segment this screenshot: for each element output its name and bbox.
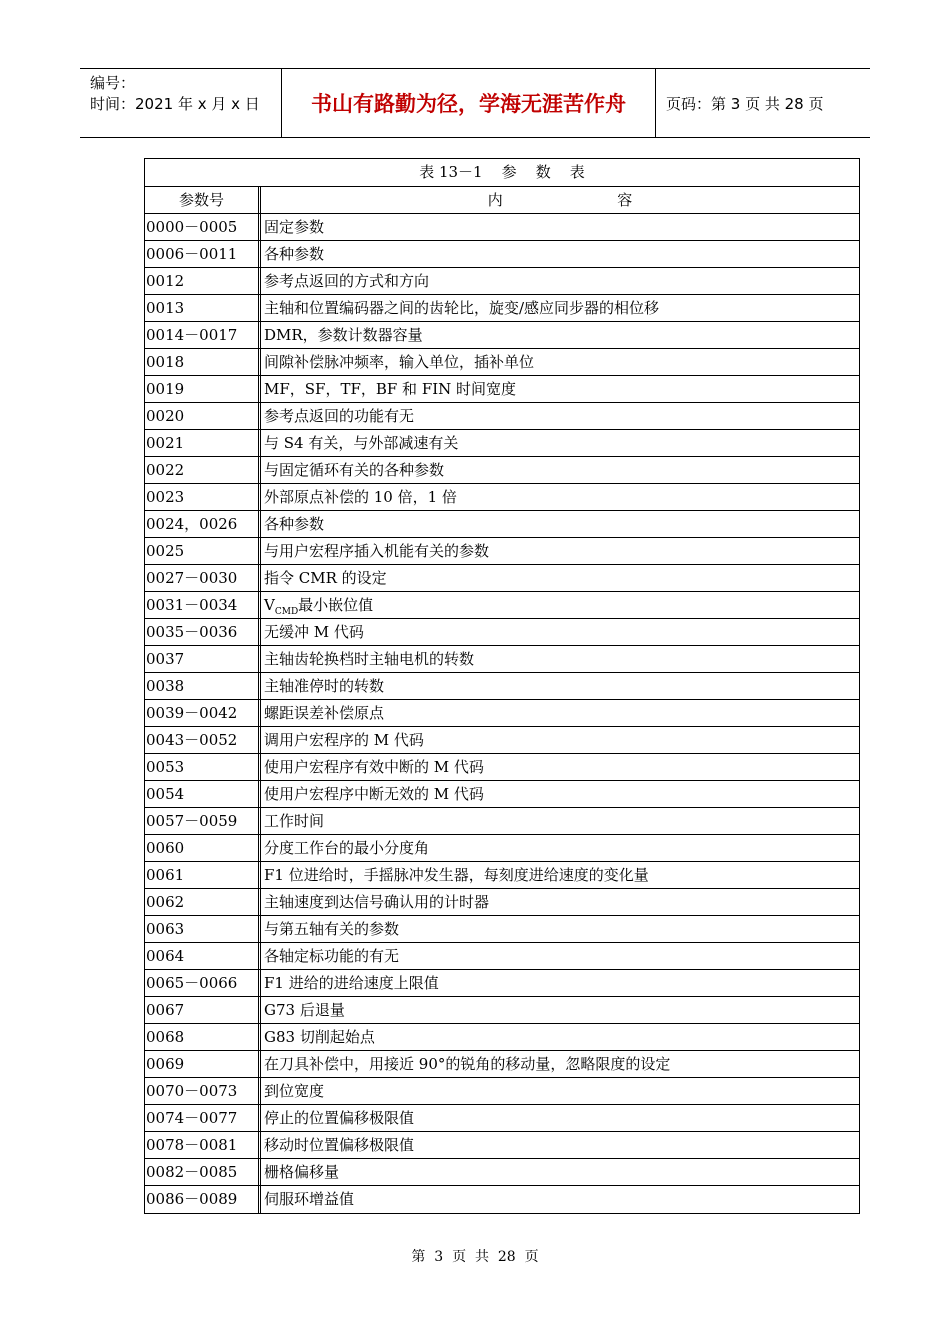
parameter-number: 0000－0005 bbox=[145, 214, 261, 240]
parameter-number: 0067 bbox=[145, 997, 261, 1023]
parameter-number: 0022 bbox=[145, 457, 261, 483]
parameter-content bbox=[261, 592, 859, 618]
parameter-content: 主轴和位置编码器之间的齿轮比，旋变/感应同步器的相位移 bbox=[264, 299, 660, 317]
parameter-number: 0025 bbox=[145, 538, 261, 564]
table-row bbox=[145, 430, 859, 457]
parameter-number: 0019 bbox=[145, 376, 261, 402]
parameter-number: 0060 bbox=[145, 835, 261, 861]
vcmd-symbol: V bbox=[264, 596, 275, 614]
parameter-content: 参考点返回的方式和方向 bbox=[264, 272, 430, 290]
parameter-number: 0023 bbox=[145, 484, 261, 510]
table-row bbox=[145, 889, 859, 916]
parameter-content: G73 后退量 bbox=[264, 1001, 345, 1019]
parameter-number: 0054 bbox=[145, 781, 261, 807]
parameter-content: 与固定循环有关的各种参数 bbox=[264, 461, 445, 479]
table-row bbox=[145, 214, 859, 241]
table-row bbox=[145, 349, 859, 376]
table-row bbox=[145, 997, 859, 1024]
vcmd-subscript: CMD bbox=[274, 607, 299, 617]
parameter-number: 0069 bbox=[145, 1051, 261, 1077]
parameter-number: 0043－0052 bbox=[145, 727, 261, 753]
table-row bbox=[145, 538, 859, 565]
parameter-number: 0074－0077 bbox=[145, 1105, 261, 1131]
parameter-content: 使用户宏程序中断无效的 M 代码 bbox=[264, 785, 484, 803]
table-row bbox=[145, 862, 859, 889]
parameter-content: 移动时位置偏移极限值 bbox=[264, 1136, 415, 1154]
parameter-content: 各种参数 bbox=[264, 245, 325, 263]
parameter-number: 0035－0036 bbox=[145, 619, 261, 645]
parameter-content: F1 位进给时，手摇脉冲发生器，每刻度进给速度的变化量 bbox=[264, 866, 649, 884]
parameter-content: 固定参数 bbox=[264, 218, 325, 236]
parameter-number: 0037 bbox=[145, 646, 261, 672]
parameter-number: 0031－0034 bbox=[145, 592, 261, 618]
parameter-content: DMR，参数计数器容量 bbox=[264, 326, 423, 344]
parameter-content: 停止的位置偏移极限值 bbox=[264, 1109, 415, 1127]
table-row bbox=[145, 673, 859, 700]
parameter-content: 与第五轴有关的参数 bbox=[264, 920, 400, 938]
table-row bbox=[145, 970, 859, 997]
parameter-content: 伺服环增益值 bbox=[264, 1190, 355, 1208]
parameter-content: 主轴齿轮换档时主轴电机的转数 bbox=[264, 650, 475, 668]
parameter-content: 到位宽度 bbox=[264, 1082, 325, 1100]
column-header-content: 内 容 bbox=[487, 191, 633, 209]
parameter-number: 0038 bbox=[145, 673, 261, 699]
table-row bbox=[145, 592, 859, 619]
parameter-content: 与 S4 有关，与外部减速有关 bbox=[264, 434, 459, 452]
parameter-number: 0020 bbox=[145, 403, 261, 429]
parameter-number: 0018 bbox=[145, 349, 261, 375]
parameter-number: 0086－0089 bbox=[145, 1186, 261, 1213]
parameter-number: 0078－0081 bbox=[145, 1132, 261, 1158]
header-page-info: 页码：第 3 页 共 28 页 bbox=[666, 94, 824, 113]
parameter-content: MF，SF，TF，BF 和 FIN 时间宽度 bbox=[264, 380, 517, 398]
parameter-content: 工作时间 bbox=[264, 812, 325, 830]
table-row bbox=[145, 268, 859, 295]
parameter-number: 0053 bbox=[145, 754, 261, 780]
table-row bbox=[145, 322, 859, 349]
parameter-number: 0006－0011 bbox=[145, 241, 261, 267]
table-row bbox=[145, 700, 859, 727]
table-row bbox=[145, 1105, 859, 1132]
parameter-content: 分度工作台的最小分度角 bbox=[264, 839, 430, 857]
parameter-content: 指令 CMR 的设定 bbox=[264, 569, 387, 587]
parameter-number: 0024，0026 bbox=[145, 511, 261, 537]
parameter-number: 0068 bbox=[145, 1024, 261, 1050]
parameter-number: 0063 bbox=[145, 916, 261, 942]
table-row bbox=[145, 1159, 859, 1186]
parameter-content: 主轴准停时的转数 bbox=[264, 677, 385, 695]
parameter-number: 0014－0017 bbox=[145, 322, 261, 348]
parameter-content: 调用户宏程序的 M 代码 bbox=[264, 731, 424, 749]
table-row bbox=[145, 1051, 859, 1078]
table-row bbox=[145, 619, 859, 646]
table-row bbox=[145, 781, 859, 808]
parameter-number: 0012 bbox=[145, 268, 261, 294]
table-row bbox=[145, 646, 859, 673]
parameter-number: 0061 bbox=[145, 862, 261, 888]
parameter-number: 0021 bbox=[145, 430, 261, 456]
table-row bbox=[145, 403, 859, 430]
parameter-number: 0057－0059 bbox=[145, 808, 261, 834]
parameter-content: 与用户宏程序插入机能有关的参数 bbox=[264, 542, 490, 560]
document-time-label: 时间：2021 年 x 月 x 日 bbox=[90, 95, 260, 113]
table-row bbox=[145, 511, 859, 538]
parameter-content: 使用户宏程序有效中断的 M 代码 bbox=[264, 758, 484, 776]
parameter-content: G83 切削起始点 bbox=[264, 1028, 375, 1046]
parameter-content: 栅格偏移量 bbox=[264, 1163, 340, 1181]
page-footer: 第 3 页 共 28 页 bbox=[411, 1249, 539, 1265]
table-row bbox=[145, 1186, 859, 1213]
table-row bbox=[145, 457, 859, 484]
table-row bbox=[145, 1078, 859, 1105]
table-row bbox=[145, 943, 859, 970]
table-row bbox=[145, 295, 859, 322]
table-row bbox=[145, 376, 859, 403]
parameter-content: 主轴速度到达信号确认用的计时器 bbox=[264, 893, 490, 911]
table-row bbox=[145, 916, 859, 943]
parameter-content: F1 进给的进给速度上限值 bbox=[264, 974, 439, 992]
document-number-label: 编号： bbox=[90, 74, 136, 92]
table-row bbox=[145, 808, 859, 835]
parameter-table bbox=[144, 158, 860, 1214]
page-header bbox=[80, 68, 870, 138]
header-meta bbox=[80, 69, 282, 137]
table-caption: 表 13－1 参 数 表 bbox=[145, 159, 859, 187]
parameter-content: 外部原点补偿的 10 倍，1 倍 bbox=[264, 488, 457, 506]
column-header-number: 参数号 bbox=[145, 187, 261, 213]
parameter-number: 0070－0073 bbox=[145, 1078, 261, 1104]
parameter-content: 在刀具补偿中，用接近 90°的锐角的移动量，忽略限度的设定 bbox=[264, 1055, 671, 1073]
parameter-number: 0065－0066 bbox=[145, 970, 261, 996]
table-row bbox=[145, 1132, 859, 1159]
parameter-content-text: 最小嵌位值 bbox=[298, 596, 374, 614]
parameter-number: 0082－0085 bbox=[145, 1159, 261, 1185]
parameter-content: 各种参数 bbox=[264, 515, 325, 533]
parameter-number: 0013 bbox=[145, 295, 261, 321]
parameter-content: 间隙补偿脉冲频率，输入单位，插补单位 bbox=[264, 353, 535, 371]
table-row bbox=[145, 565, 859, 592]
parameter-number: 0039－0042 bbox=[145, 700, 261, 726]
parameter-number: 0062 bbox=[145, 889, 261, 915]
parameter-content: 各轴定标功能的有无 bbox=[264, 947, 400, 965]
parameter-content: 无缓冲 M 代码 bbox=[264, 623, 364, 641]
table-row bbox=[145, 727, 859, 754]
table-row bbox=[145, 1024, 859, 1051]
header-motto: 书山有路勤为径，学海无涯苦作舟 bbox=[282, 69, 656, 137]
parameter-number: 0064 bbox=[145, 943, 261, 969]
parameter-content: 参考点返回的功能有无 bbox=[264, 407, 415, 425]
table-row bbox=[145, 754, 859, 781]
table-row bbox=[145, 835, 859, 862]
table-row bbox=[145, 241, 859, 268]
parameter-content: 螺距误差补偿原点 bbox=[264, 704, 385, 722]
parameter-number: 0027－0030 bbox=[145, 565, 261, 591]
table-header-row bbox=[145, 187, 859, 214]
table-row bbox=[145, 484, 859, 511]
